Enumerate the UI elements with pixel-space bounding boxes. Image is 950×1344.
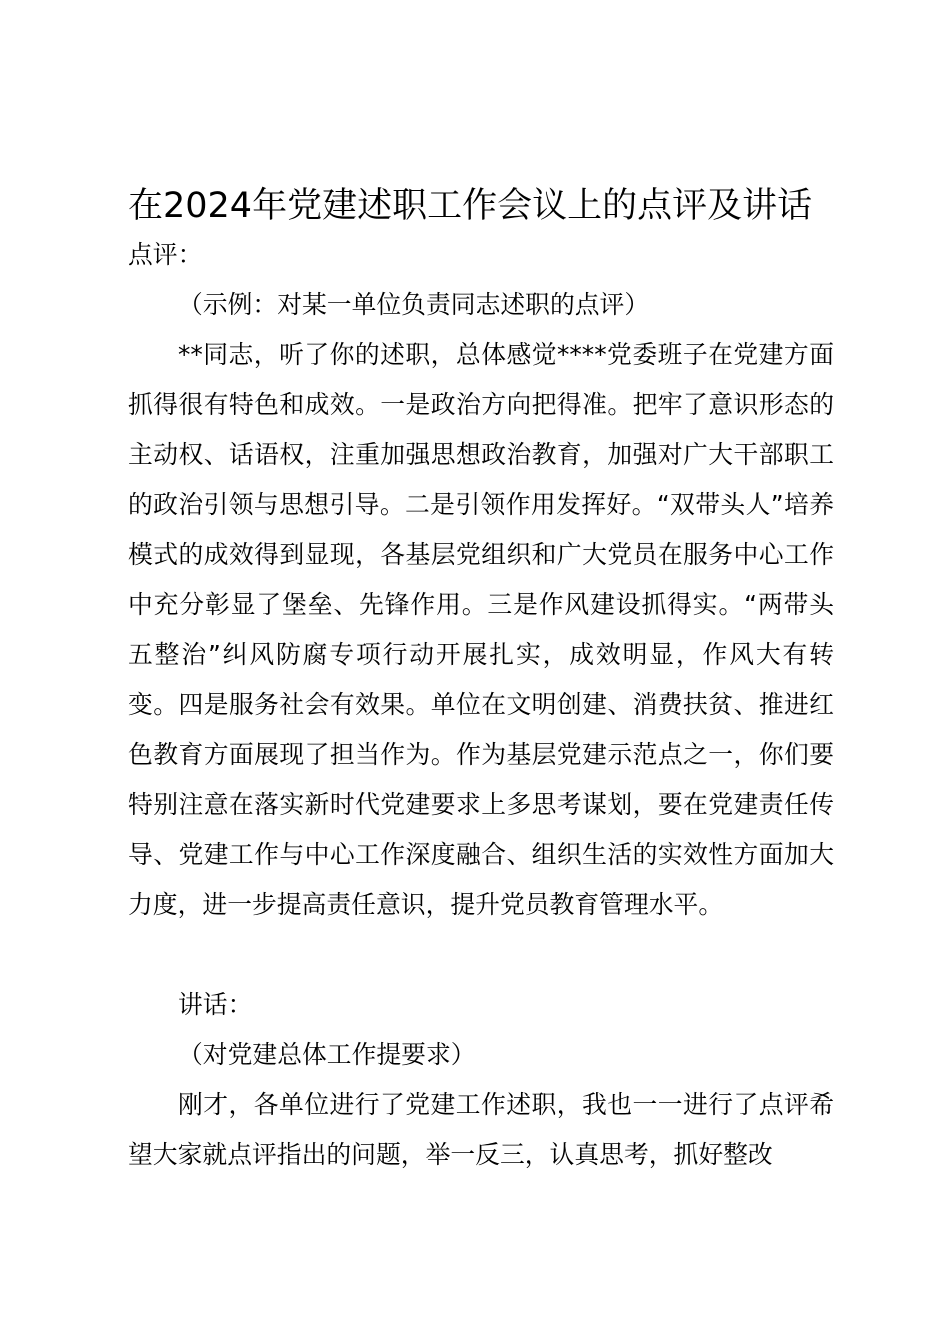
comment-heading: 点评：	[128, 240, 203, 269]
document-title: 在2024年党建述职工作会议上的点评及讲话	[128, 186, 813, 226]
speech-note: （对党建总体工作提要求）	[178, 1040, 476, 1069]
comment-paragraph: **同志，听了你的述职，总体感觉****党委班子在党建方面抓得很有特色和成效。一是政治方向把得准。把牢了意识形态的主动权、话语权，注重加强思想政治教育，加强对广大干部职工的政治引领与思想引导。二是引领作用发挥好。“双带头人”培养模式的成效得到显现，各基层党组织和广大党员在服务中心工作中充分彰显了堡垒、先锋作用。三是作风建设抓得实。“两带头五整治”纠风防腐专项行动开展扎实，成效明显，作风大有转变。四是服务社会有效果。单位在文明创建、消费扶贫、推进红色教育方面展现了担当作为。作为基层党建示范点之一，你们要特别注意在落实新时代党建要求上多思考谋划，要在党建责任传导、党建工作与中心工作深度融合、组织生活的实效性方面加大力度，进一步提高责任意识，提升党员教育管理水平。	[128, 340, 834, 919]
speech-paragraph: 刚才，各单位进行了党建工作述职，我也一一进行了点评希望大家就点评指出的问题，举一反三，认真思考，抓好整改	[128, 1090, 834, 1169]
speech-heading: 讲话：	[178, 990, 253, 1019]
example-note: （示例：对某一单位负责同志述职的点评）	[178, 290, 650, 319]
